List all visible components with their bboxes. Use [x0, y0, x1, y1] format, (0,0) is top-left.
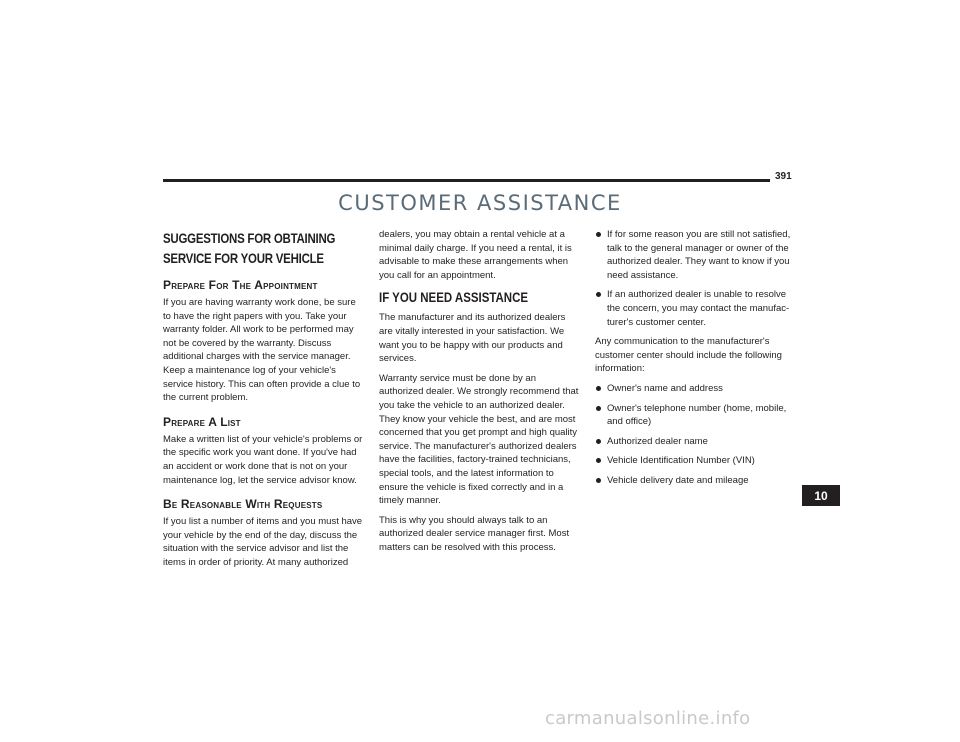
subheading-prepare-appointment: Prepare For The Appointment [163, 278, 318, 292]
list-item: If for some reason you are still not satisfied, talk to the general manager or owner of the authorized dealer. They want to know if you need assistance. [595, 228, 800, 282]
paragraph: dealers, you may obtain a rental vehicle at a minimal daily charge. If you need a rental, it is advisable to make these arrangements when you call for an appointment. [379, 229, 572, 281]
header-rule [163, 179, 770, 182]
column-2 [379, 228, 579, 560]
list-item: Owner's name and address [595, 382, 800, 396]
watermark: carmanualsonline.info [545, 708, 751, 729]
bullet-icon [596, 406, 601, 411]
bullet-icon [596, 439, 601, 444]
paragraph: Warranty service must be done by an authorized dealer. We strongly recommend that you take the vehicle to an authorized dealer. They know your vehicle the best, and are most concerned that you get prompt and high quality service. The manufacturer's authorized dealers have the facilities, factory-trained technicians, special tools, and the latest information to ensure the vehicle is fixed correctly and in a timely manner. [379, 372, 579, 507]
paragraph: Any communication to the manufacturer's customer center should include the following information: [595, 336, 782, 375]
bullet-icon [596, 478, 601, 483]
subheading-prepare-list: Prepare A List [163, 414, 241, 429]
list-item: Owner's telephone number (home, mobile, and office) [595, 402, 800, 429]
bullet-icon [596, 458, 601, 463]
page-number: 391 [775, 171, 792, 182]
bullet-icon [596, 232, 601, 237]
column-3 [595, 228, 800, 494]
chapter-tab: 10 [802, 485, 840, 506]
bullet-list [595, 382, 800, 488]
chapter-title: CUSTOMER ASSISTANCE [338, 191, 622, 215]
paragraph: The manufacturer and its authorized dealers are vitally interested in your satisfaction. We want you to be happy with our products and services. [379, 312, 566, 365]
bullet-icon [596, 292, 601, 297]
column-1 [163, 228, 365, 576]
list-item: Vehicle delivery date and mileage [595, 474, 800, 488]
list-item: Vehicle Identification Number (VIN) [595, 454, 800, 468]
main-heading: SUGGESTIONS FOR OBTAINING SERVICE FOR YOUR VEHICLE [163, 230, 336, 266]
bullet-list [595, 228, 800, 329]
paragraph: If you are having warranty work done, be sure to have the right papers with you. Take your warranty folder. All work to be performed may not be covered by the warranty. Discuss additional charges with the service manager. Keep a maintenance log of your vehicle's service history. This can often provide a clue to the current problem. [163, 297, 361, 404]
list-item: If an authorized dealer is unable to resolve the concern, you may contact the manufac-turer's customer center. [595, 288, 800, 329]
section-heading-assistance: IF YOU NEED ASSISTANCE [379, 289, 529, 306]
paragraph: If you list a number of items and you must have your vehicle by the end of the day, discuss the situation with the service advisor and list the items in order of priority. At many authorized [163, 516, 363, 568]
paragraph: This is why you should always talk to an authorized dealer service manager first. Most matters can be resolved with this process. [379, 514, 570, 553]
paragraph: Make a written list of your vehicle's problems or the specific work you want done. If you've had an accident or work done that is not on your maintenance log, let the service advisor know. [163, 433, 363, 486]
list-item: Authorized dealer name [595, 435, 800, 449]
bullet-icon [596, 386, 601, 391]
subheading-be-reasonable: Be Reasonable With Requests [163, 497, 323, 512]
